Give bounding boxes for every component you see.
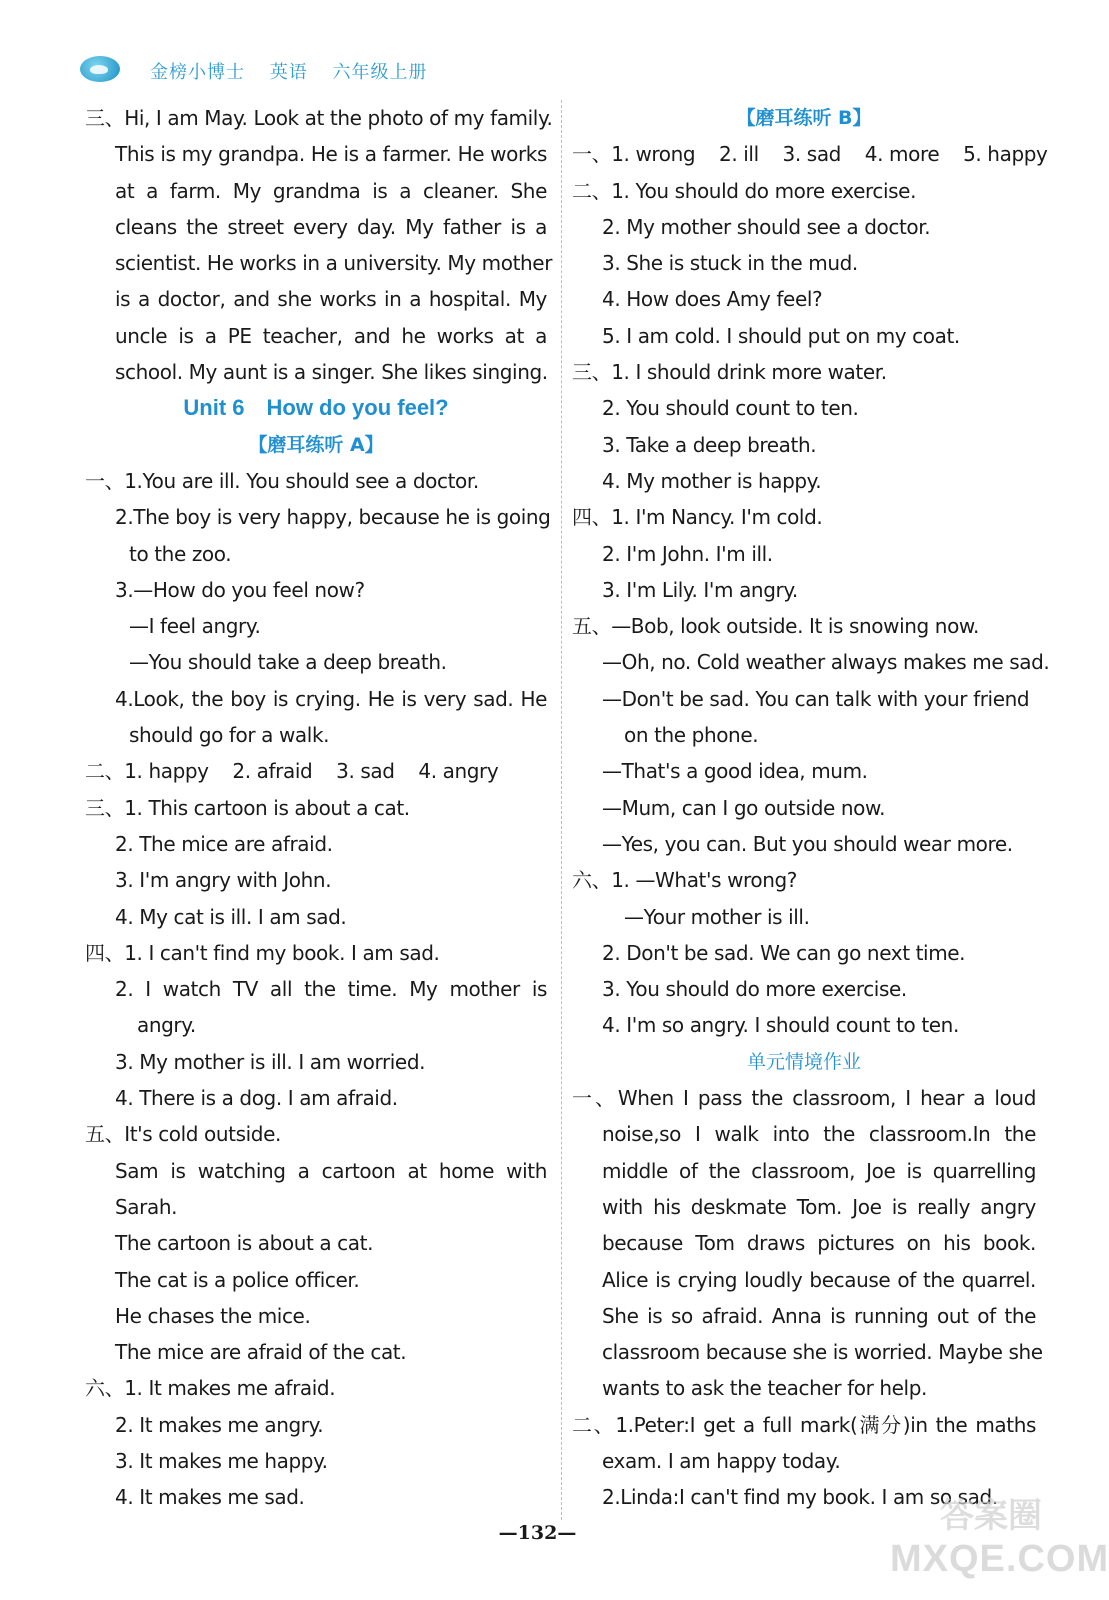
text-line: at a farm. My grandma is a cleaner. She	[115, 178, 547, 203]
text-line: 2. You should count to ten.	[602, 396, 859, 421]
text-line: 二、1.Peter:I get a full mark(满分)in the maths	[572, 1412, 1036, 1437]
text-line: 4. My cat is ill. I am sad.	[115, 904, 347, 929]
text-line: —Mum, can I go outside now.	[602, 795, 886, 820]
text-line: 3. I'm angry with John.	[115, 868, 332, 893]
text-line: —Your mother is ill.	[624, 904, 810, 929]
page-header	[0, 0, 1075, 92]
text-line: —Yes, you can. But you should wear more.	[602, 831, 1013, 856]
text-line: 2.Linda:I can't find my book. I am so sad.	[602, 1485, 998, 1510]
text-line: because Tom draws pictures on his book.	[602, 1231, 1036, 1256]
text-line: 3. My mother is ill. I am worried.	[115, 1049, 426, 1074]
text-line: —That's a good idea, mum.	[602, 759, 868, 784]
text-line: 一、When I pass the classroom, I hear a loud	[572, 1086, 1036, 1111]
text-line: 二、1. You should do more exercise.	[572, 178, 917, 203]
text-line: The mice are afraid of the cat.	[115, 1340, 407, 1365]
text-line: 2.The boy is very happy, because he is going	[115, 505, 551, 530]
header-grade: 六年级上册	[332, 62, 428, 83]
text-line: 3. Take a deep breath.	[602, 432, 817, 457]
text-line: 三、1. I should drink more water.	[572, 360, 887, 385]
text-line: 六、1. —What's wrong?	[572, 868, 798, 893]
text-line: This is my grandpa. He is a farmer. He works	[115, 142, 547, 167]
page-number: —132—	[498, 1522, 577, 1544]
text-line: 五、—Bob, look outside. It is snowing now.	[572, 614, 979, 639]
text-line: The cartoon is about a cat.	[115, 1231, 374, 1256]
text-line: uncle is a PE teacher, and he works at a	[115, 323, 547, 348]
text-line: 4. There is a dog. I am afraid.	[115, 1086, 398, 1111]
unit-label: Unit 6	[183, 395, 245, 421]
text-line: 二、1. happy 2. afraid 3. sad 4. angry	[85, 759, 499, 784]
unit-title	[85, 390, 547, 426]
text-line: noise,so I walk into the classroom.In the	[602, 1122, 1036, 1147]
logo-icon	[80, 56, 120, 82]
text-line: Sam is watching a cartoon at home with	[115, 1158, 547, 1183]
text-line: scientist. He works in a university. My mother	[115, 251, 553, 276]
text-line: 4. I'm so angry. I should count to ten.	[602, 1013, 959, 1038]
text-line: 六、1. It makes me afraid.	[85, 1376, 336, 1401]
section-title-a: 【磨耳练听 A】	[248, 433, 384, 456]
text-line: school. My aunt is a singer. She likes singing.	[115, 360, 548, 385]
text-line: 4.Look, the boy is crying. He is very sad. He	[115, 686, 547, 711]
watermark-top: 答案圈	[940, 1497, 1042, 1535]
text-line: Sarah.	[115, 1194, 178, 1219]
text-line: 4. It makes me sad.	[115, 1485, 305, 1510]
text-line: is a doctor, and she works in a hospital. My	[115, 287, 547, 312]
text-line: 4. How does Amy feel?	[602, 287, 823, 312]
text-line: exam. I am happy today.	[602, 1448, 841, 1473]
text-line: 2. My mother should see a doctor.	[602, 214, 931, 239]
unit-homework-title: 单元情境作业	[746, 1050, 861, 1073]
header-brand: 金榜小博士	[150, 62, 245, 83]
text-line: 4. My mother is happy.	[602, 468, 822, 493]
text-line: 一、1. wrong 2. ill 3. sad 4. more 5. happy	[572, 142, 1048, 167]
text-line: —You should take a deep breath.	[129, 650, 447, 675]
text-line: Alice is crying loudly because of the quarrel.	[602, 1267, 1036, 1292]
text-line: 2. I'm John. I'm ill.	[602, 541, 773, 566]
text-line: angry.	[137, 1013, 196, 1038]
text-line: cleans the street every day. My father is a	[115, 214, 547, 239]
text-line: classroom because she is worried. Maybe she	[602, 1340, 1043, 1365]
text-line: 3.—How do you feel now?	[115, 577, 365, 602]
text-line: to the zoo.	[129, 541, 232, 566]
text-line: 2. The mice are afraid.	[115, 831, 333, 856]
text-line: 四、1. I can't find my book. I am sad.	[85, 940, 440, 965]
text-line: on the phone.	[624, 723, 759, 748]
text-line: 四、1. I'm Nancy. I'm cold.	[572, 505, 823, 530]
text-line: 3. She is stuck in the mud.	[602, 251, 858, 276]
text-line: —Don't be sad. You can talk with your friend	[602, 686, 1030, 711]
left-column	[85, 100, 553, 1516]
header-title	[150, 58, 445, 84]
header-subject: 英语	[269, 62, 308, 83]
text-line: 五、It's cold outside.	[85, 1122, 281, 1147]
text-line: 2. I watch TV all the time. My mother is	[115, 977, 547, 1002]
text-line: 3. You should do more exercise.	[602, 977, 907, 1002]
text-line: 3. I'm Lily. I'm angry.	[602, 577, 798, 602]
text-line: She is so afraid. Anna is running out of the	[602, 1303, 1036, 1328]
text-line: middle of the classroom, Joe is quarrelling	[602, 1158, 1036, 1183]
text-line: —Oh, no. Cold weather always makes me sad.	[602, 650, 1050, 675]
text-line: should go for a walk.	[129, 723, 330, 748]
text-line: with his deskmate Tom. Joe is really angry	[602, 1194, 1036, 1219]
text-line: wants to ask the teacher for help.	[602, 1376, 927, 1401]
text-line: 5. I am cold. I should put on my coat.	[602, 323, 960, 348]
watermark	[870, 1480, 1109, 1590]
text-line: The cat is a police officer.	[115, 1267, 360, 1292]
text-line: 2. Don't be sad. We can go next time.	[602, 940, 966, 965]
text-line: —I feel angry.	[129, 614, 261, 639]
column-divider	[561, 100, 562, 1520]
text-line: 三、Hi, I am May. Look at the photo of my family.	[85, 106, 553, 130]
text-line: 3. It makes me happy.	[115, 1448, 328, 1473]
text-line: 三、1. This cartoon is about a cat.	[85, 795, 410, 820]
watermark-bottom: MXQE.COM	[890, 1538, 1109, 1580]
text-line: 2. It makes me angry.	[115, 1412, 324, 1437]
text-line: 一、1.You are ill. You should see a doctor.	[85, 468, 479, 493]
section-title-b: 【磨耳练听 B】	[736, 107, 872, 129]
text-line: He chases the mice.	[115, 1303, 311, 1328]
unit-name: How do you feel?	[266, 395, 449, 421]
